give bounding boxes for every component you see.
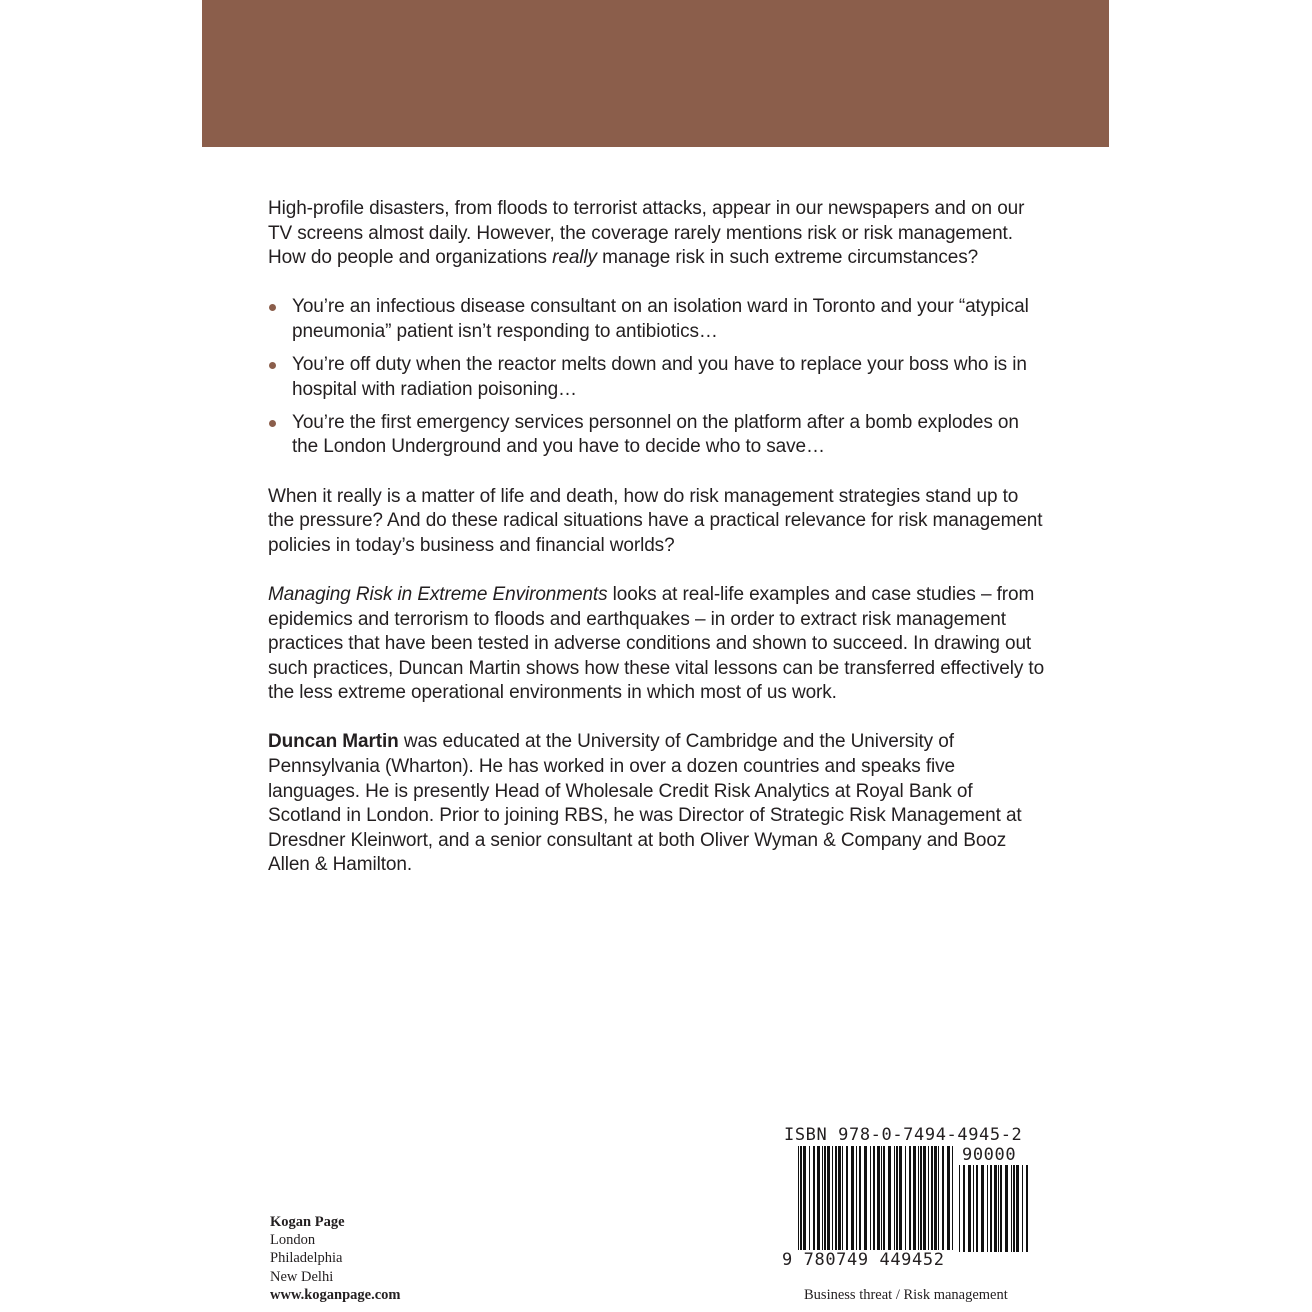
barcode-bar: [846, 1146, 848, 1250]
publisher-url: www.koganpage.com: [270, 1286, 401, 1303]
barcode-bar: [1000, 1165, 1002, 1252]
barcode-bar: [952, 1146, 953, 1250]
barcode-bar: [973, 1165, 974, 1252]
barcode-bar: [942, 1146, 944, 1250]
barcode-bar: [913, 1146, 916, 1250]
author-bio: was educated at the University of Cambridge and the University of Pennsylvania (Wharton). He has worked in over a dozen countries and speaks five languages. He is presently Head of Wholesale Credit Risk Analytics at Royal Bank of Scotland in London. Prior to joining RBS, he was Director of Strategic Risk Management at Dresdner Kleinwort, and a senior consultant at both Oliver Wyman & Company and Booz Allen & Hamilton.: [268, 731, 1022, 876]
barcode-bar: [928, 1146, 929, 1250]
barcode-bar: [817, 1146, 820, 1250]
barcode-bar: [859, 1146, 861, 1250]
barcode-bar: [835, 1146, 837, 1250]
publisher-city: New Delhi: [270, 1268, 334, 1285]
intro-text-end: manage risk in such extreme circumstances?: [596, 247, 979, 269]
category-label: Business threat / Risk management: [804, 1287, 1008, 1303]
barcode-bar: [896, 1146, 898, 1250]
bullet-dot: [269, 362, 276, 369]
barcode-bar: [963, 1165, 965, 1252]
barcode-bar: [851, 1146, 854, 1250]
blurb: [268, 197, 1048, 903]
barcode-digits: 9 780749 449452: [782, 1250, 945, 1270]
intro-emphasis: really: [552, 247, 597, 269]
barcode-bar: [881, 1146, 882, 1250]
publisher-city: London: [270, 1232, 316, 1249]
barcode-bar: [947, 1146, 950, 1250]
barcode-bar: [877, 1146, 880, 1250]
scenario-list: [268, 295, 1048, 460]
barcode-bar: [905, 1146, 906, 1250]
publisher-city: Philadelphia: [270, 1250, 343, 1267]
barcode-bar: [920, 1146, 922, 1250]
barcode-bar: [1013, 1165, 1015, 1252]
barcode-bar: [813, 1146, 815, 1250]
barcode-bar: [959, 1165, 960, 1252]
barcode-bar: [1026, 1165, 1028, 1252]
barcode-bar: [864, 1146, 867, 1250]
publisher-block: [270, 1213, 401, 1304]
barcode-bar: [899, 1146, 902, 1250]
barcode-bar: [822, 1146, 823, 1250]
summary-paragraph: [268, 583, 1048, 706]
barcode-bar: [888, 1146, 891, 1250]
question-paragraph: When it really is a matter of life and death, how do risk management strategies stand up to the pressure? And do these radical situations have a practical relevance for risk management policies in today’s business and financial worlds?: [268, 485, 1043, 556]
cover-color-band: [202, 0, 1109, 147]
barcode-bar: [809, 1146, 810, 1250]
barcode-bar: [838, 1146, 841, 1250]
barcode-bar: [923, 1146, 926, 1250]
barcode-bar: [998, 1165, 999, 1252]
barcode-bar: [994, 1165, 997, 1252]
barcode-bar: [800, 1146, 802, 1250]
price-code: 90000: [962, 1145, 1017, 1165]
barcode-bar: [883, 1146, 885, 1250]
publisher-name: Kogan Page: [270, 1214, 345, 1230]
scenario-item: [268, 353, 1048, 402]
scenario-item: [268, 295, 1048, 344]
barcode-bar: [870, 1146, 871, 1250]
barcode-bar: [934, 1146, 937, 1250]
barcode-bar: [976, 1165, 978, 1252]
barcode-bar: [1022, 1165, 1023, 1252]
book-title: Managing Risk in Extreme Environments: [268, 583, 608, 605]
summary-text: looks at real-life examples and case studies – from epidemics and terrorism to floods and earthquakes – in order to extract risk management practices that have been tested in adverse conditions and shown to succeed. In drawing out such practices, Duncan Martin shows how these vital lessons can be transferred effectively to the less extreme operational environments in which most of us work.: [268, 583, 1045, 704]
barcode-bar: [968, 1165, 971, 1252]
scenario-item: [268, 411, 1048, 460]
barcode-bar: [918, 1146, 919, 1250]
barcode-bar: [931, 1146, 933, 1250]
back-cover: [202, 0, 1109, 1312]
barcode-bar: [894, 1146, 895, 1250]
barcode-bar: [987, 1165, 988, 1252]
scenario-text: You’re off duty when the reactor melts down and you have to replace your boss who is in hospital with radiation poisoning…: [292, 354, 1027, 400]
isbn-text: ISBN 978-0-7494-4945-2: [784, 1125, 1023, 1145]
barcode-bar: [981, 1165, 984, 1252]
barcode-bar: [873, 1146, 875, 1250]
barcode-bar: [1005, 1165, 1008, 1252]
bullet-dot: [269, 420, 276, 427]
barcode-bar: [827, 1146, 830, 1250]
scenario-text: You’re an infectious disease consultant on an isolation ward in Toronto and your “atypical pneumonia” patient isn’t responding to antibiotics…: [292, 296, 1029, 342]
barcode-bar: [798, 1146, 799, 1250]
barcode-bar: [803, 1146, 806, 1250]
isbn-barcode: [798, 1146, 956, 1250]
barcode-bar: [909, 1146, 911, 1250]
author-paragraph: [268, 730, 1048, 878]
price-barcode: [959, 1165, 1031, 1252]
barcode-bar: [1016, 1165, 1019, 1252]
barcode-bar: [938, 1146, 939, 1250]
intro-paragraph: [268, 197, 1048, 271]
intro-text: High-profile disasters, from floods to terrorist attacks, appear in our newspapers and on our TV screens almost daily. However, the coverage rarely mentions risk or risk management. How do people and organizations: [268, 198, 1025, 269]
barcode-bar: [842, 1146, 843, 1250]
author-name: Duncan Martin: [268, 731, 399, 753]
barcode-bar: [990, 1165, 992, 1252]
barcode-bar: [1011, 1165, 1012, 1252]
barcode-bar: [832, 1146, 833, 1250]
scenario-text: You’re the first emergency services personnel on the platform after a bomb explodes on the London Underground and you have to decide who to save…: [292, 411, 1019, 458]
bullet-dot: [269, 304, 276, 311]
barcode-bar: [856, 1146, 857, 1250]
barcode-bar: [824, 1146, 826, 1250]
